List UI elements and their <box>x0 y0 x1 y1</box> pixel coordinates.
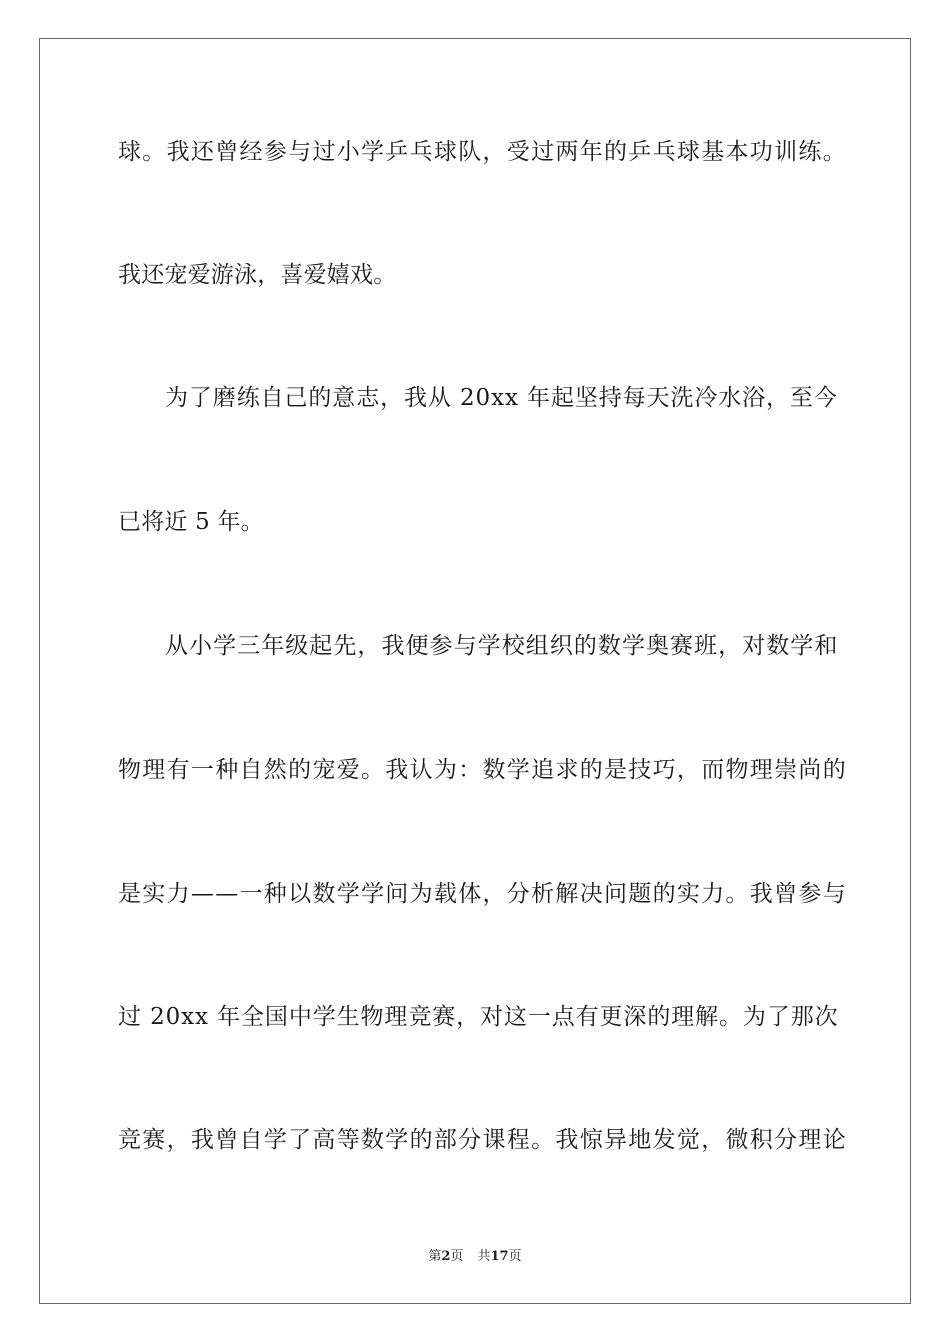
text-line-9: 竞赛，我曾自学了高等数学的部分课程。我惊异地发觉，微积分理论 <box>118 1127 847 1153</box>
text-line-7: 是实力——一种以数学学问为载体，分析解决问题的实力。我曾参与 <box>118 881 847 907</box>
page-prefix: 第 <box>428 1249 442 1264</box>
paragraph-start-line-3: 为了磨练自己的意志，我从 20xx 年起坚持每天洗冷水浴，至今 <box>165 385 838 411</box>
page-footer <box>0 1249 950 1265</box>
text-line-8: 过 20xx 年全国中学生物理竞赛，对这一点有更深的理解。为了那次 <box>118 1004 839 1030</box>
paragraph-start-line-5: 从小学三年级起先，我便参与学校组织的数学奥赛班，对数学和 <box>165 633 839 659</box>
text-line-1: 球。我还曾经参与过小学乒乓球队，受过两年的乒乓球基本功训练。 <box>118 139 847 165</box>
text-line-2: 我还宠爱游泳，喜爱嬉戏。 <box>118 262 397 288</box>
total-prefix: 共 <box>477 1249 491 1264</box>
total-pages: 17 <box>490 1249 509 1264</box>
text-line-4: 已将近 5 年。 <box>118 509 264 535</box>
page-border <box>39 38 911 1304</box>
total-suffix: 页 <box>508 1249 522 1264</box>
page-number: 2 <box>441 1249 451 1264</box>
text-line-6: 物理有一种自然的宠爱。我认为：数学追求的是技巧，而物理崇尚的 <box>118 757 847 783</box>
page-suffix: 页 <box>450 1249 464 1264</box>
